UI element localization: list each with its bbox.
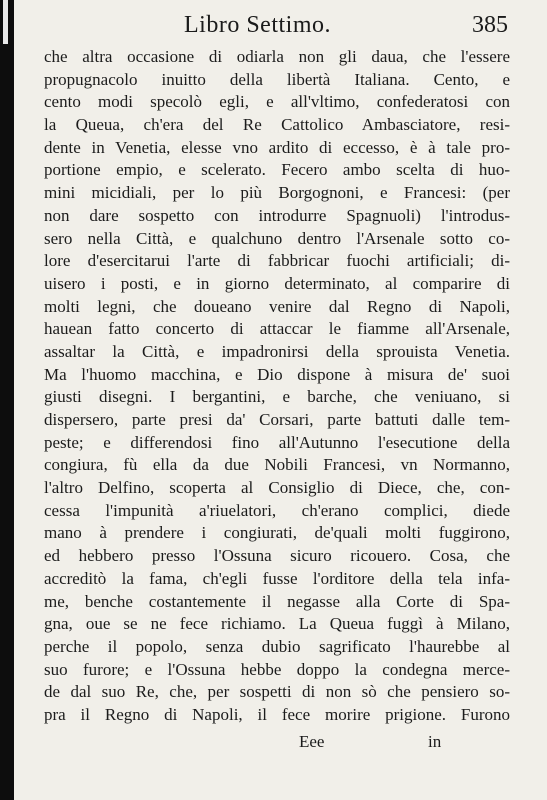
text-line: hauean fatto concerto di attaccar le fiamme all'Arsenale, xyxy=(44,319,510,339)
page-number: 385 xyxy=(472,12,508,38)
text-line: sero nella Città, e qualchuno dentro l'Arsenale sotto co- xyxy=(44,228,510,248)
text-line: non dare sospetto con introdurre Spagnuoli) l'introdus- xyxy=(44,205,510,225)
running-title: Libro Settimo. xyxy=(184,12,331,38)
text-line: cento modi specolò egli, e all'vltimo, confederatosi con xyxy=(44,92,510,112)
text-line: dente in Venetia, elesse vno ardito di eccesso, è à tale pro- xyxy=(44,137,510,157)
text-line: gna, oue se ne fece richiamo. La Queua fuggì à Milano, xyxy=(44,614,510,634)
text-line: pra il Regno di Napoli, il fece morire prigione. Furono xyxy=(44,704,510,724)
text-line: cessa l'impunità a'riuelatori, ch'erano complici, diede xyxy=(44,500,510,520)
text-line: de dal suo Re, che, per sospetti di non sò che pensiero so- xyxy=(44,682,510,702)
text-line: accreditò la fama, ch'egli fusse l'orditore della tela infa- xyxy=(44,568,510,588)
page-header xyxy=(14,6,547,42)
text-line: me, benche costantemente il negasse alla Corte di Spa- xyxy=(44,591,510,611)
text-line: portione empio, e scelerato. Fecero ambo scelta di huo- xyxy=(44,160,510,180)
text-line: giusti disegni. I bergantini, e barche, che veniuano, si xyxy=(44,387,510,407)
text-line: molti legni, che doueano venire dal Regno di Napoli, xyxy=(44,296,510,316)
catchword: in xyxy=(428,732,442,751)
text-line: dispersero, parte presi da' Corsari, parte battuti dalle tem- xyxy=(44,410,510,429)
text-line: mini micidiali, per lo più Borgognoni, e Francesi: (per xyxy=(44,183,510,203)
text-line: Ma l'huomo macchina, e Dio dispone à misura de' suoi xyxy=(44,364,510,384)
page-footer xyxy=(14,732,547,762)
text-line: che altra occasione di odiarla non gli daua, che l'essere xyxy=(44,47,510,66)
text-line: propugnacolo inuitto della libertà Italiana. Cento, e xyxy=(44,69,510,89)
book-page xyxy=(14,0,547,800)
text-line: peste; e differendosi fino all'Autunno l'esecutione della xyxy=(44,432,510,452)
scan-edge xyxy=(3,0,8,44)
text-line: ed hebbero presso l'Ossuna sicuro ricouero. Cosa, che xyxy=(44,546,510,566)
text-line: mano à prendere i congiurati, de'quali molti fuggirono, xyxy=(44,523,510,543)
text-line: suo furore; e l'Ossuna hebbe doppo la condegna merce- xyxy=(44,659,510,679)
text-line: congiura, fù ella da due Nobili Francesi, vn Normanno, xyxy=(44,455,510,475)
text-line: l'altro Delfino, scoperta al Consiglio di Diece, che, con- xyxy=(44,478,510,498)
text-line: lore d'esercitarui l'arte di fabbricar fuochi artificiali; di- xyxy=(44,251,510,271)
scan-border xyxy=(0,0,14,800)
body-text xyxy=(44,46,510,727)
text-line: assaltar la Città, e impadronirsi della sprouista Venetia. xyxy=(44,341,510,361)
text-line: perche il popolo, senza dubio sagrificato l'haurebbe al xyxy=(44,636,510,656)
text-line: uisero i posti, e in giorno determinato, al comparire di xyxy=(44,273,510,293)
text-line: la Queua, ch'era del Re Cattolico Ambasciatore, resi- xyxy=(44,115,510,135)
signature-mark: Eee xyxy=(299,732,325,751)
